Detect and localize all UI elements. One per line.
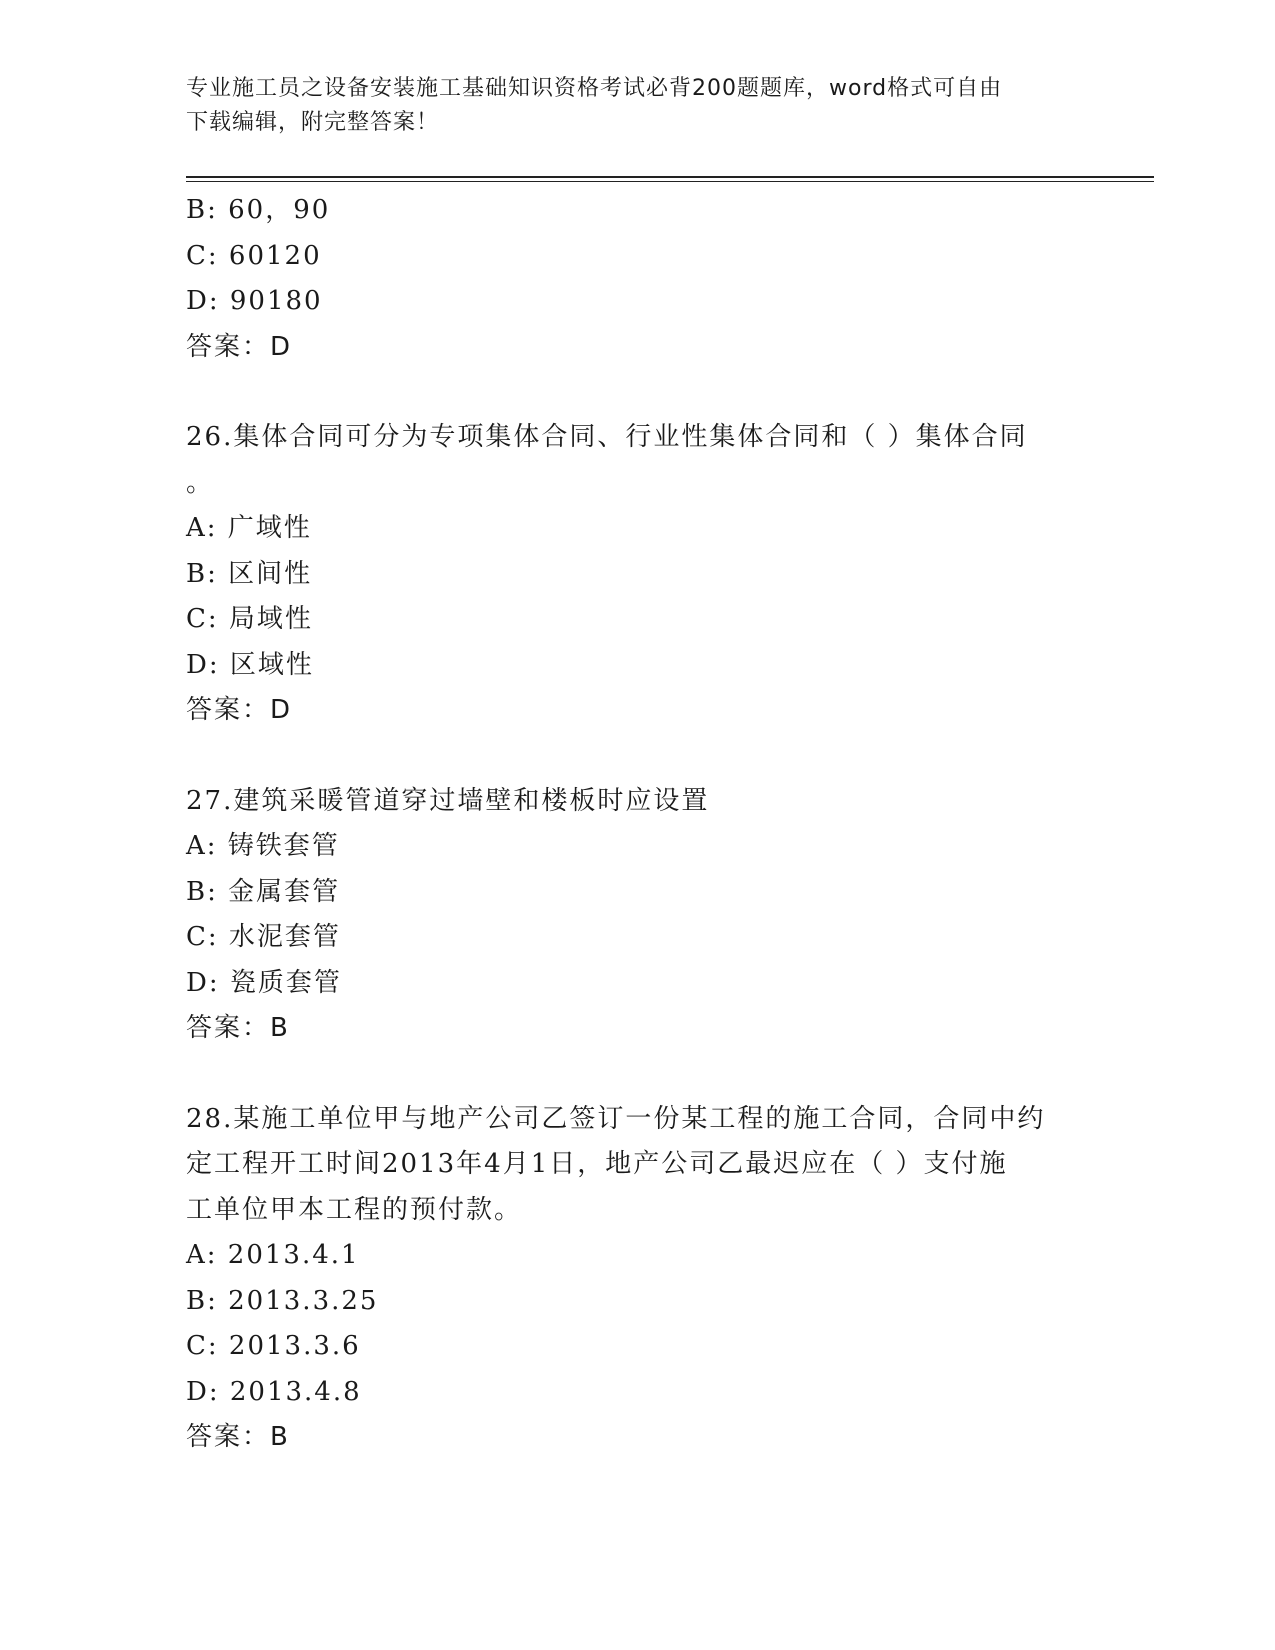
question-27	[186, 779, 1086, 1052]
option-c: C: 60120	[186, 240, 322, 271]
option-a: A: 2013.4.1	[186, 1240, 360, 1270]
question-text-line: 27.建筑采暖管道穿过墙壁和楼板时应设置	[186, 785, 710, 816]
header-divider-thin	[186, 181, 1154, 182]
answer-line: 答案：B	[186, 1422, 290, 1452]
option-d: D: 2013.4.8	[186, 1376, 362, 1407]
answer-line: 答案：D	[186, 331, 293, 362]
question-text-line: 26.集体合同可分为专项集体合同、行业性集体合同和（ ）集体合同	[186, 422, 1028, 452]
answer-line: 答案：D	[186, 695, 293, 725]
option-b: B: 2013.3.25	[186, 1285, 379, 1316]
question-text-line: 28.某施工单位甲与地产公司乙签订一份某工程的施工合同，合同中约	[186, 1103, 1046, 1134]
answer-line: 答案：B	[186, 1013, 290, 1043]
option-c: C: 水泥套管	[186, 922, 341, 952]
header-line-2: 下载编辑，附完整答案！	[186, 110, 440, 135]
option-d: D: 区域性	[186, 649, 314, 680]
option-b: B: 60，90	[186, 195, 331, 225]
option-d: D: 瓷质套管	[186, 967, 342, 998]
question-26	[186, 415, 1086, 734]
header-line-1: 专业施工员之设备安装施工基础知识资格考试必背200题题库，word格式可自由	[186, 76, 1003, 101]
option-c: C: 2013.3.6	[186, 1331, 361, 1361]
header-divider-thick	[186, 176, 1154, 178]
document-header	[186, 72, 1066, 140]
option-a: A: 广域性	[186, 513, 312, 543]
question-text-line: 工单位甲本工程的预付款。	[186, 1194, 523, 1225]
option-d: D: 90180	[186, 286, 323, 316]
option-b: B: 区间性	[186, 558, 313, 589]
carryover-block	[186, 188, 1086, 370]
option-c: C: 局域性	[186, 604, 313, 634]
option-a: A: 铸铁套管	[186, 831, 340, 861]
question-text-line: 。	[186, 467, 215, 498]
option-b: B: 金属套管	[186, 876, 341, 907]
question-28	[186, 1097, 1086, 1461]
question-content	[186, 188, 1086, 1461]
question-text-line: 定工程开工时间2013年4月1日，地产公司乙最迟应在（ ）支付施	[186, 1149, 1008, 1179]
